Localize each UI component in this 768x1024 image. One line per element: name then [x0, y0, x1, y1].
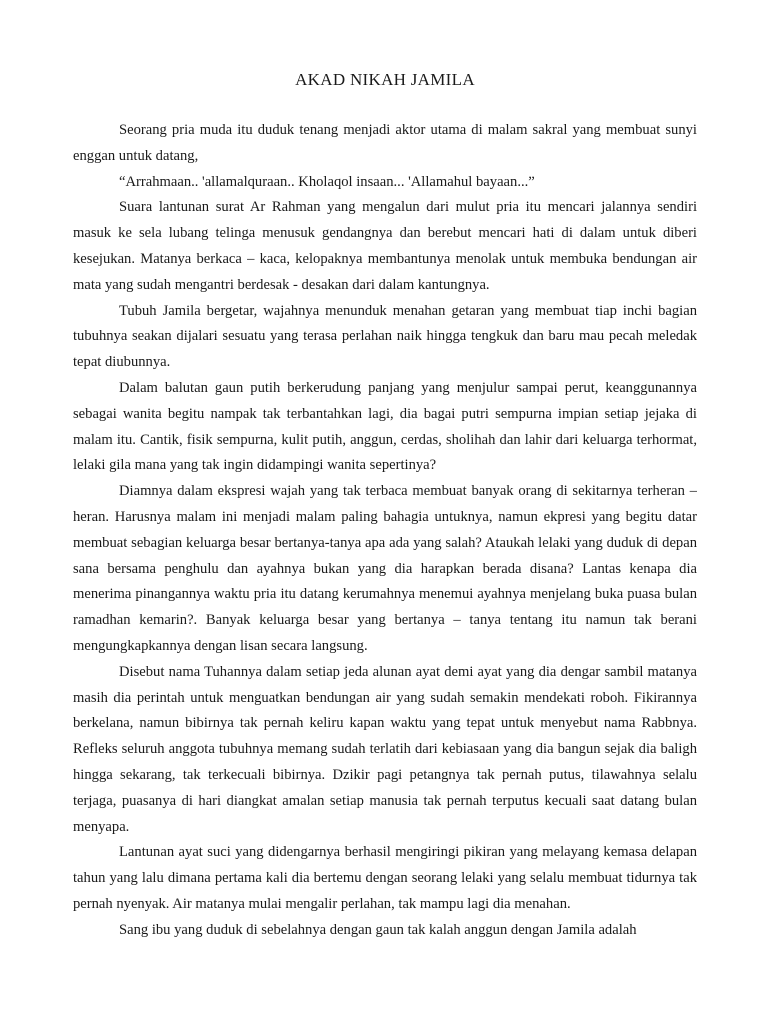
- paragraph: Suara lantunan surat Ar Rahman yang mengalun dari mulut pria itu mencari jalannya sendiri masuk ke sela lubang telinga menusuk gendangnya dan berebut mencari hati di dalam untuk diberi kesejukan. Matanya berkaca – kaca, kelopaknya membantunya menolak untuk membuka bendungan air mata yang sudah mengantri berdesak - desakan dari dalam kantungnya.: [73, 199, 697, 293]
- paragraph: Disebut nama Tuhannya dalam setiap jeda alunan ayat demi ayat yang dia dengar sambil matanya masih dia perintah untuk menguatkan bendungan air yang sudah semakin mendekati roboh. Fikirannya berkelana, namun bibirnya tak pernah keliru kapan waktu yang tepat untuk menyebut nama Rabbnya. Refleks seluruh anggota tubuhnya memang sudah terlatih dari kebiasaan yang dia bangun sejak dia baligh hingga sekarang, tak terkecuali bibirnya. Dzikir pagi petangnya tak pernah putus, tilawahnya selalu terjaga, puasanya di hari diangkat amalan setiap manusia tak pernah terputus kecuali saat datang bulan menyapa.: [73, 663, 697, 835]
- document-body: [73, 118, 697, 944]
- paragraph: Sang ibu yang duduk di sebelahnya dengan gaun tak kalah anggun dengan Jamila adalah: [119, 921, 637, 938]
- paragraph: Diamnya dalam ekspresi wajah yang tak terbaca membuat banyak orang di sekitarnya terheran – heran. Harusnya malam ini menjadi malam paling bahagia untuknya, namun ekpresi yang begitu datar membuat sebagian keluarga besar bertanya-tanya apa ada yang salah? Ataukah lelaki yang duduk di depan sana bersama penghulu dan ayahnya bukan yang dia harapkan berada disana? Lantas kenapa dia menerima pinangannya waktu pria itu datang kerumahnya menemui ayahnya menjelang buka puasa bulan ramadhan kemarin?. Banyak keluarga besar yang bertanya – tanya tentang itu namun tak berani mengungkapkannya dengan lisan secara langsung.: [73, 483, 697, 654]
- document-title: AKAD NIKAH JAMILA: [295, 70, 475, 89]
- paragraph: Seorang pria muda itu duduk tenang menjadi aktor utama di malam sakral yang membuat sunyi enggan untuk datang,: [73, 122, 697, 164]
- paragraph: Lantunan ayat suci yang didengarnya berhasil mengiringi pikiran yang melayang kemasa delapan tahun yang lalu dimana pertama kali dia bertemu dengan seorang lelaki yang selalu membuat tidurnya tak pernah nyenyak. Air matanya mulai mengalir perlahan, tak mampu lagi dia menahan.: [73, 844, 697, 912]
- paragraph: Dalam balutan gaun putih berkerudung panjang yang menjulur sampai perut, keanggunannya sebagai wanita begitu nampak tak terbantahkan lagi, dia bagai putri sempurna impian setiap jejaka di malam itu. Cantik, fisik sempurna, kulit putih, anggun, cerdas, sholihah dan lahir dari keluarga terhormat, lelaki gila mana yang tak ingin didampingi wanita sepertinya?: [73, 379, 697, 474]
- paragraph: “Arrahmaan.. 'allamalquraan.. Kholaqol insaan... 'Allamahul bayaan...”: [119, 173, 535, 190]
- paragraph: Tubuh Jamila bergetar, wajahnya menunduk menahan getaran yang membuat tiap inchi bagian tubuhnya seakan dijalari sesuatu yang terasa perlahan naik hingga tengkuk dan baru mau pecah meledak tepat diubunnya.: [73, 302, 697, 371]
- document-page: [73, 0, 697, 1024]
